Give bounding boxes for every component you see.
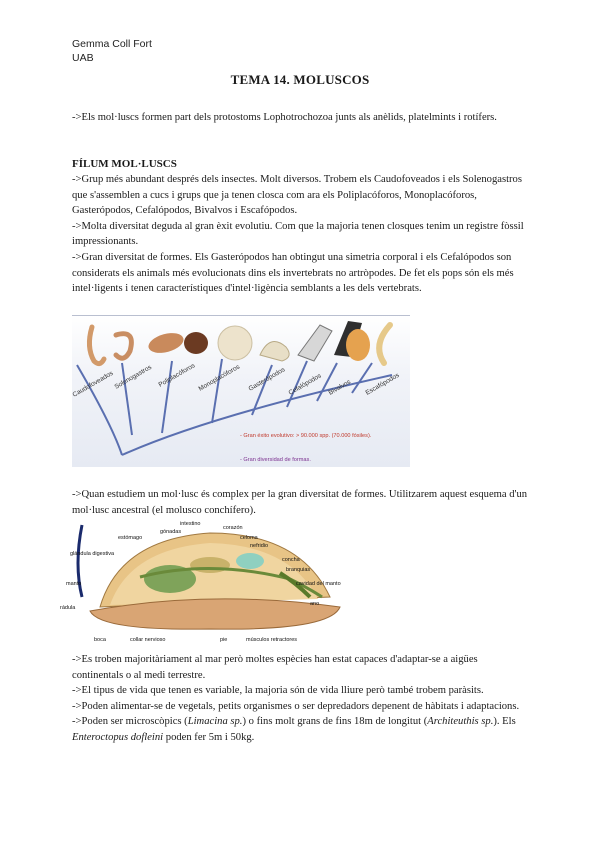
intro-paragraph bbox=[72, 110, 530, 126]
label-manto: manto bbox=[66, 581, 82, 587]
label-boca: boca bbox=[94, 637, 106, 643]
label-caudofoveados: Caudofoveados bbox=[72, 369, 115, 399]
species-architeuthis: Architeuthis sp. bbox=[427, 716, 494, 728]
paragraph-3: ->Gran diversitat de formes. Els Gasterópodos han obtingut una simetria corporal i els Cefalópodos son considerats els animals més evolucionats dins els invertebrats no artròpodes. De fet els pops són els més intel·ligents i tenen característiques d'intel·ligència semblants a les dels vertebrats. bbox=[72, 251, 514, 295]
note-diversity: - Gran diversidad de formas. bbox=[240, 457, 311, 463]
p8-text-a: ->Poden ser microscòpics ( bbox=[72, 716, 188, 728]
paragraph-6: ->El tipus de vida que tenen es variable, la majoria són de vida lliure però també trobem paràsits. bbox=[72, 685, 484, 697]
species-limacina: Limacina sp. bbox=[187, 716, 243, 728]
mollusc-phylogeny-figure bbox=[72, 315, 410, 467]
body-block-1 bbox=[72, 172, 530, 297]
label-branquias: branquias bbox=[286, 567, 311, 573]
label-cavidad: cavidad del manto bbox=[296, 581, 341, 587]
label-estomago: estómago bbox=[118, 535, 143, 541]
label-concha: concha bbox=[282, 557, 300, 563]
paragraph-4: ->Quan estudiem un mol·lusc és complex per la gran diversitat de formes. Utilitzarem aquest esquema d'un mol·lusc ancestral (el molusco conchífero). bbox=[72, 489, 528, 516]
label-corazon: corazón bbox=[223, 525, 243, 531]
label-poliplacoforos: Poliplacóforos bbox=[157, 362, 197, 389]
institution-name: UAB bbox=[72, 52, 94, 64]
note-evolutionary-success: - Gran éxito evolutivo: > 90.000 spp. (70.000 fósiles). bbox=[240, 433, 372, 439]
p8-text-b: ) o fins molt grans de fins 18m de longitut ( bbox=[242, 716, 428, 728]
label-cefalopodos: Cefalópodos bbox=[287, 372, 323, 397]
label-nefridio: nefridio bbox=[250, 543, 269, 549]
paragraph-2: ->Molta diversitat deguda al gran èxit evolutiu. Com que la majoria tenen closques tenim un registre fòssil impressionants. bbox=[72, 220, 524, 248]
paragraph-5: ->Es troben majoritàriament al mar però moltes espècies han estat capaces d'adaptar-se a aigües continentals o al medi terrestre. bbox=[72, 654, 478, 681]
label-musculos: músculos retractores bbox=[246, 637, 298, 643]
label-escafopodos: Escafópodos bbox=[364, 371, 401, 397]
body-block-3 bbox=[72, 652, 530, 746]
author-name: Gemma Coll Fort bbox=[72, 38, 152, 50]
label-celoma: celoma bbox=[240, 535, 258, 541]
label-glandula: glándula digestiva bbox=[70, 551, 115, 557]
paragraph-7: ->Poden alimentar-se de vegetals, petits organismes o ser depredadors depenent de hàbitats i adaptacions. bbox=[72, 700, 520, 712]
header-author-block bbox=[72, 37, 152, 65]
label-gasteropodos: Gasterópodos bbox=[247, 366, 287, 393]
label-radula: rádula bbox=[60, 605, 76, 611]
paragraph-1: ->Grup més abundant després dels insectes. Molt diversos. Trobem els Caudofoveados i els Solenogastros que s'assemblen a cucs i grups que ja tenen closca com ara els Poliplacóforos, Monoplacóforos, Gasterópodos, Cefalópodos, Bivalvos i Escafópodos. bbox=[72, 174, 522, 217]
label-ano: ano bbox=[310, 601, 320, 607]
label-pie: pie bbox=[220, 637, 228, 643]
ancestral-mollusc-anatomy-figure bbox=[60, 519, 360, 643]
paragraph-8 bbox=[72, 714, 530, 745]
p8-text-c: ). Els bbox=[493, 716, 516, 728]
body-block-2 bbox=[72, 487, 530, 518]
species-enteroctopus: Enteroctopus dofleini bbox=[72, 731, 164, 743]
label-collar: collar nervioso bbox=[130, 637, 166, 643]
label-bivalvos: Bivalvos bbox=[327, 378, 352, 397]
label-solenogastros: Solenogastros bbox=[113, 363, 153, 391]
section-heading: FÍLUM MOL·LUSCS bbox=[72, 158, 177, 170]
label-intestino: intestino bbox=[180, 521, 201, 527]
label-monoplacoforos: Monoplacóforos bbox=[197, 363, 242, 393]
intro-text: ->Els mol·luscs formen part dels protostoms Lophotrochozoa junts als anèlids, platelmints i rotífers. bbox=[72, 112, 497, 123]
page-title: TEMA 14. MOLUSCOS bbox=[230, 72, 370, 87]
p8-text-d: poden fer 5m i 50kg. bbox=[163, 731, 255, 743]
label-gonadas: gónadas bbox=[160, 529, 182, 535]
